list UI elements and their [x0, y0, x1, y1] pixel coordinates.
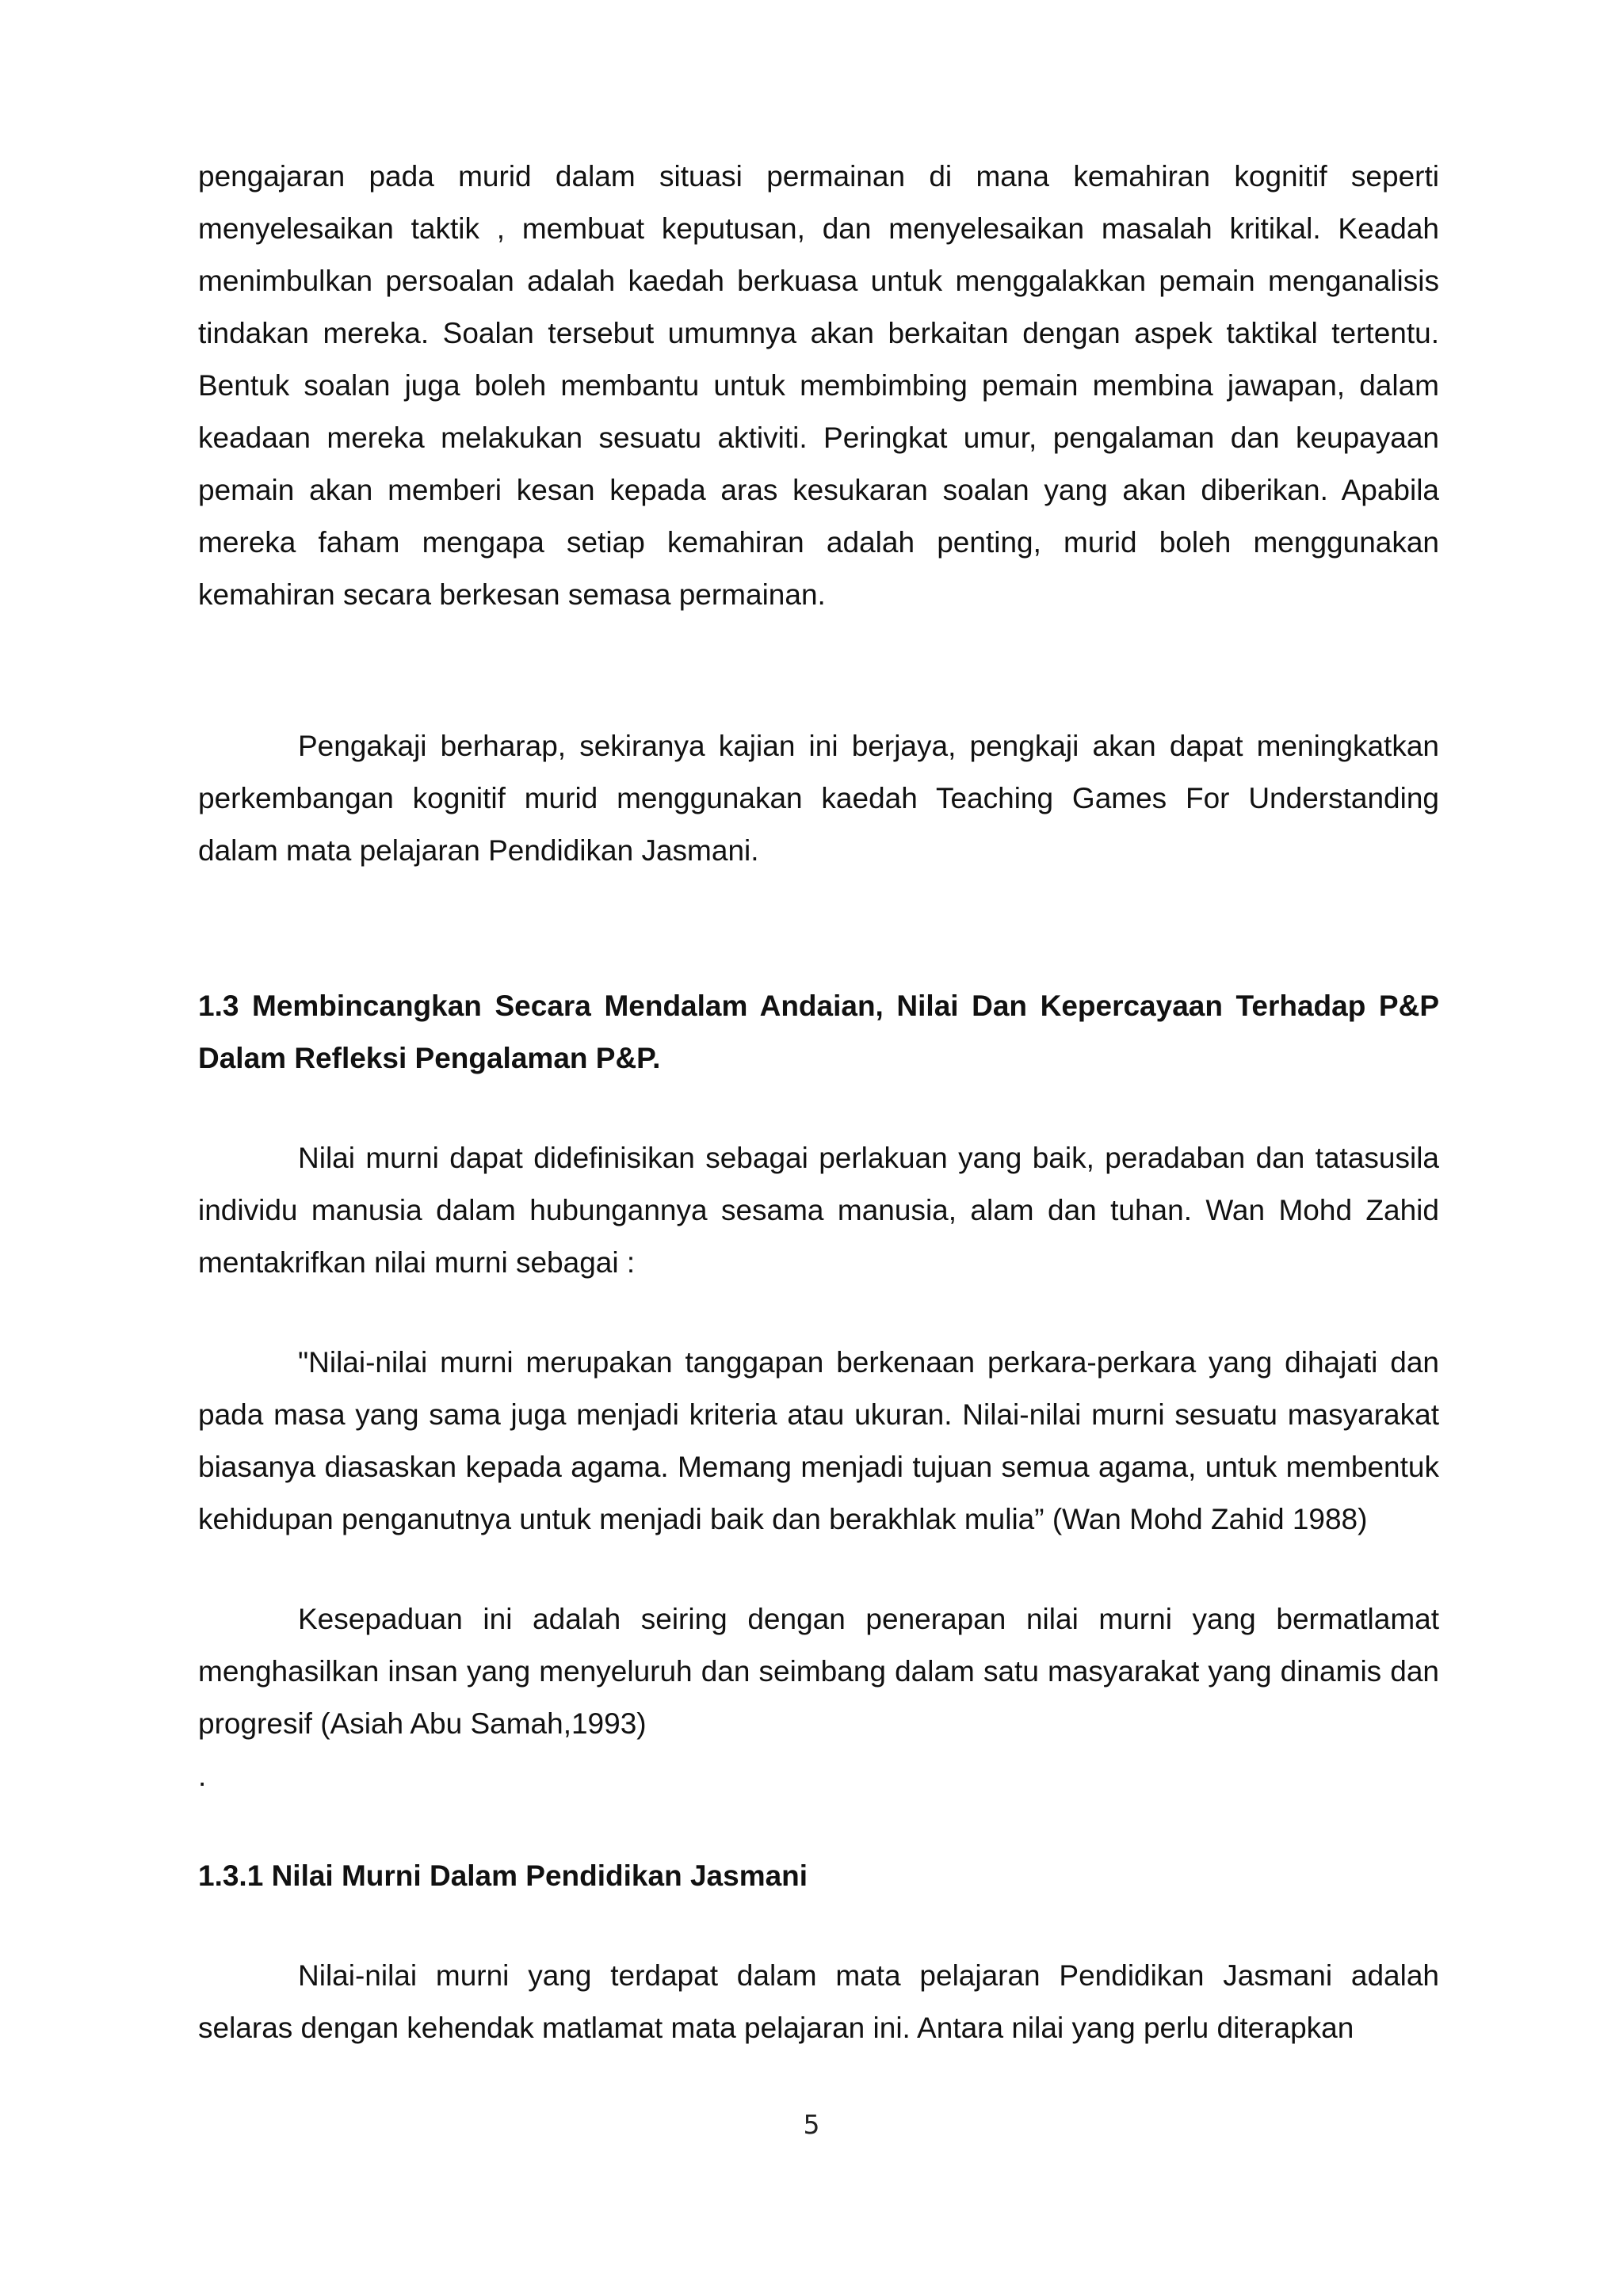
paragraph-intro-continuation: pengajaran pada murid dalam situasi permainan di mana kemahiran kognitif seperti menyelesaikan taktik , membuat keputusan, dan menyelesaikan masalah kritikal. Keadah menimbulkan persoalan adalah kaedah berkuasa untuk menggalakkan pemain menganalisis tindakan mereka. Soalan tersebut umumnya akan berkaitan dengan aspek taktikal tertentu. Bentuk soalan juga boleh membantu untuk membimbing pemain membina jawapan, dalam keadaan mereka melakukan sesuatu aktiviti. Peringkat umur, pengalaman dan keupayaan pemain akan memberi kesan kepada aras kesukaran soalan yang akan diberikan. Apabila mereka faham mengapa setiap kemahiran adalah penting, murid boleh menggunakan kemahiran secara berkesan semasa permainan. — [198, 160, 1439, 611]
document-page — [198, 151, 1439, 2054]
paragraph-nilai-pendidikan-jasmani: Nilai-nilai murni yang terdapat dalam mata pelajaran Pendidikan Jasmani adalah selaras dengan kehendak matlamat mata pelajaran ini. Antara nilai yang perlu diterapkan — [198, 1959, 1439, 2044]
section-heading-1-3: 1.3 Membincangkan Secara Mendalam Andaian, Nilai Dan Kepercayaan Terhadap P&P Dalam Refleksi Pengalaman P&P. — [198, 990, 1439, 1074]
paragraph-kesepaduan: Kesepaduan ini adalah seiring dengan penerapan nilai murni yang bermatlamat menghasilkan insan yang menyeluruh dan seimbang dalam satu masyarakat yang dinamis dan progresif (Asiah Abu Samah,1993) — [198, 1603, 1439, 1740]
stray-dot: . — [198, 1760, 207, 1792]
paragraph-quote-wan-mohd-zahid: "Nilai-nilai murni merupakan tanggapan berkenaan perkara-perkara yang dihajati dan pada masa yang sama juga menjadi kriteria atau ukuran. Nilai-nilai murni sesuatu masyarakat biasanya diasaskan kepada agama. Memang menjadi tujuan semua agama, untuk membentuk kehidupan penganutnya untuk menjadi baik dan berakhlak mulia” (Wan Mohd Zahid 1988) — [198, 1346, 1439, 1535]
page-number: 5 — [803, 2109, 820, 2140]
paragraph-nilai-murni-definition: Nilai murni dapat didefinisikan sebagai perlakuan yang baik, peradaban dan tatasusila individu manusia dalam hubungannya sesama manusia, alam dan tuhan. Wan Mohd Zahid mentakrifkan nilai murni sebagai : — [198, 1142, 1439, 1279]
section-heading-1-3-1: 1.3.1 Nilai Murni Dalam Pendidikan Jasmani — [198, 1859, 808, 1892]
paragraph-researcher-hope: Pengakaji berharap, sekiranya kajian ini berjaya, pengkaji akan dapat meningkatkan perkembangan kognitif murid menggunakan kaedah Teaching Games For Understanding dalam mata pelajaran Pendidikan Jasmani. — [198, 730, 1439, 867]
